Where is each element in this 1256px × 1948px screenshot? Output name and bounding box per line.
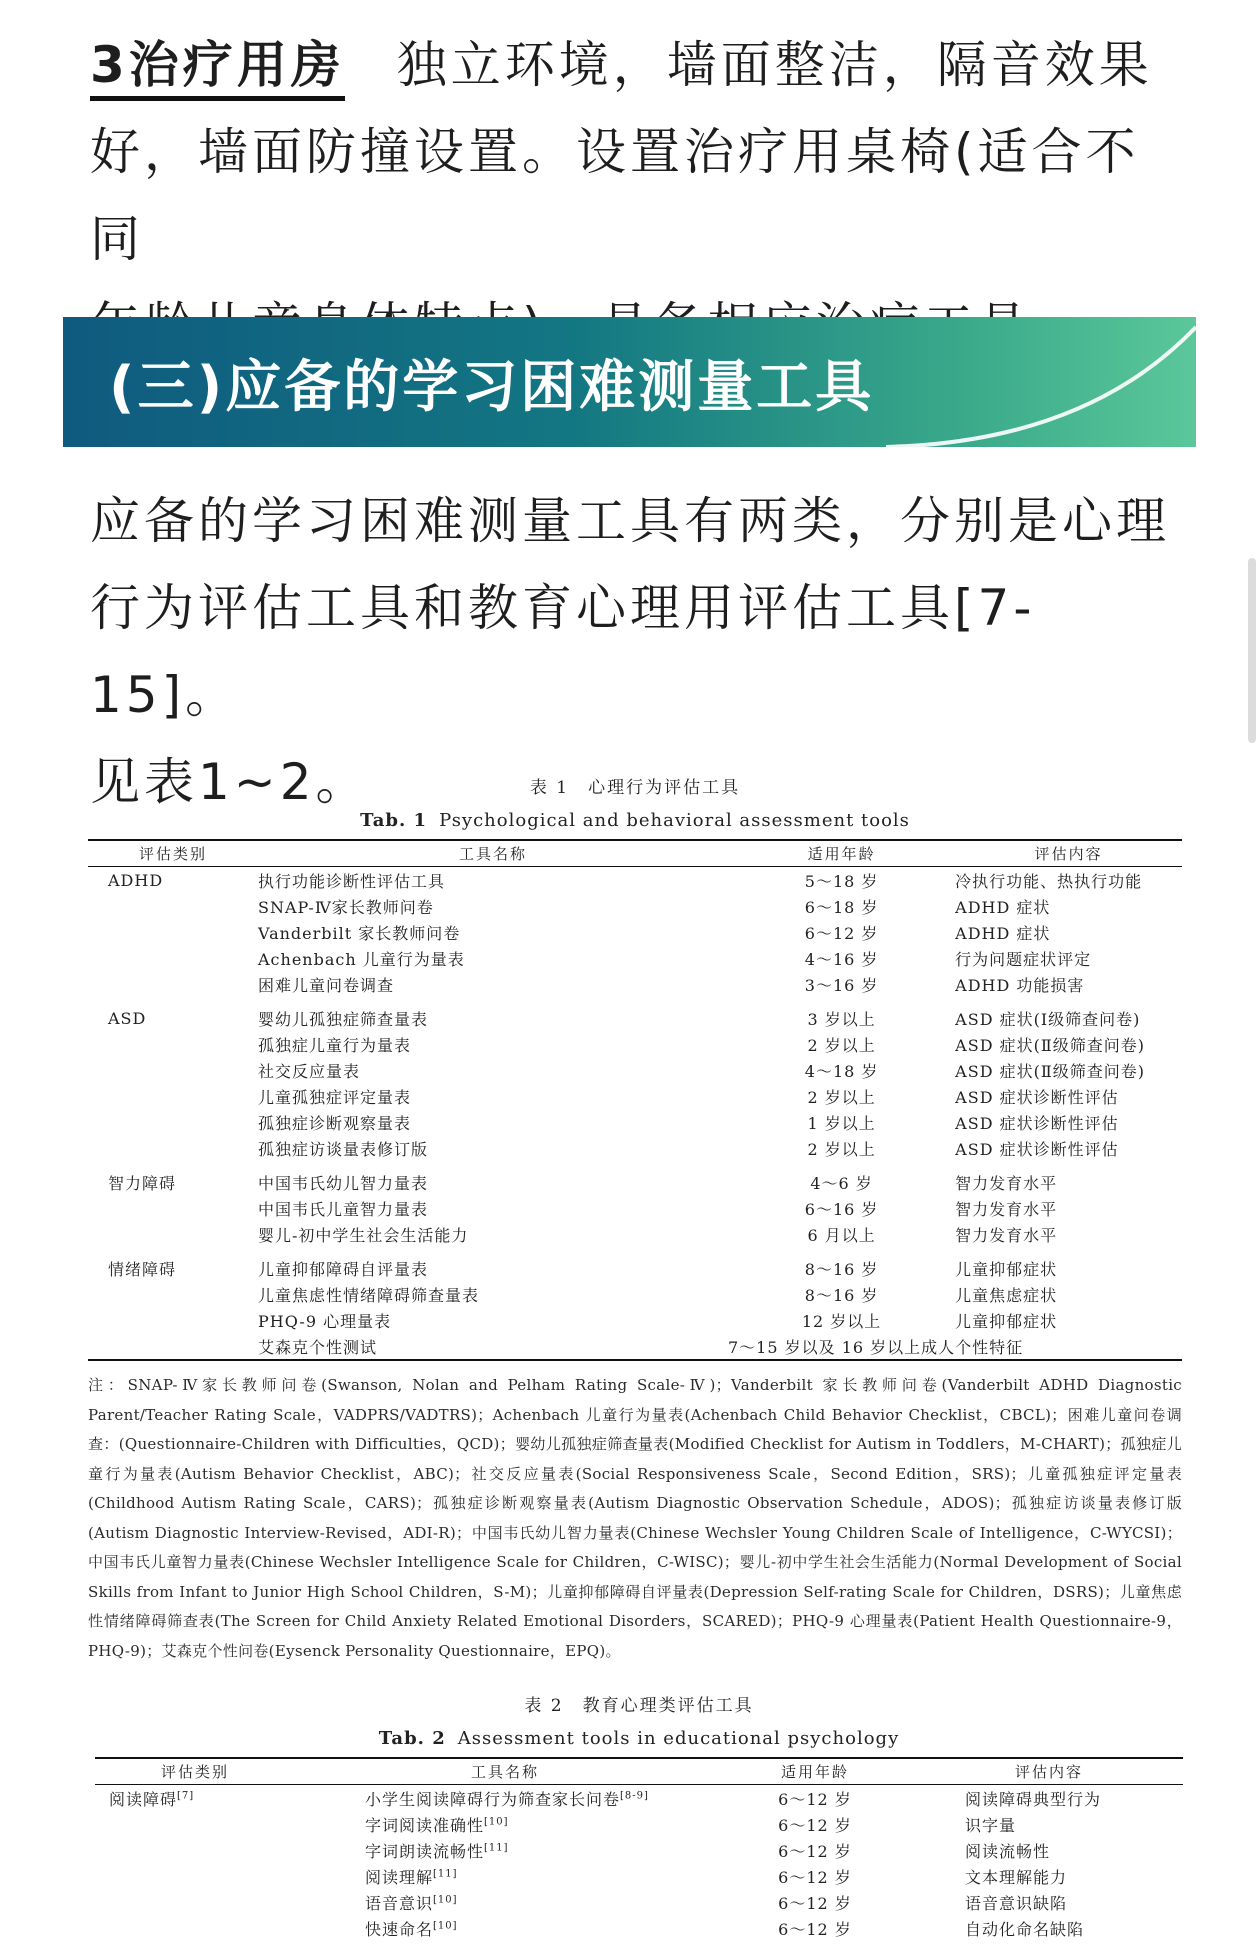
- table-row: [88, 1135, 1182, 1161]
- table1-cell-content: ASD 症状(Ⅱ级筛查问卷): [955, 1061, 1145, 1081]
- table2-cell-content: [915, 1915, 1183, 1941]
- table1-cell-content: ASD 症状(Ⅱ级筛查问卷): [955, 1035, 1145, 1055]
- table2-cell-content: [915, 1889, 1183, 1915]
- table1-cell-age: 8～16 岁: [804, 1259, 879, 1279]
- table1-cell-content: ASD 症状诊断性评估: [955, 1139, 1119, 1159]
- table1-cell-tool: 儿童抑郁障碍自评量表: [258, 1259, 429, 1279]
- table1-cell-tool: 孤独症访谈量表修订版: [258, 1139, 429, 1159]
- table2-cell-category-text: 阅读障碍: [109, 1789, 178, 1809]
- table1-cell-content: ADHD 症状: [955, 923, 1051, 943]
- banner-title: (三)应备的学习困难测量工具: [109, 355, 875, 420]
- table1-cell-tool: 儿童孤独症评定量表: [258, 1087, 412, 1107]
- table2-cell-tool-text: 字词阅读准确性: [365, 1815, 485, 1835]
- table1-cell-category: [88, 1031, 258, 1057]
- table1-cell-category: [88, 1195, 258, 1221]
- table1-cell-age: 7～15 岁以及 16 岁以上成人: [728, 1333, 955, 1360]
- table1-cell-category: ADHD: [108, 870, 164, 890]
- table1-cell-age: 8～16 岁: [804, 1285, 879, 1305]
- table-row: [88, 1221, 1182, 1247]
- table2-cell-tool-ref: [10]: [433, 1920, 458, 1932]
- table1-cell-age: 4～18 岁: [804, 1061, 879, 1081]
- table2-cell-content-text: 识字量: [965, 1815, 1017, 1835]
- table1-cell-age: 4～16 岁: [804, 949, 879, 969]
- table1-cell-content: 儿童抑郁症状: [955, 1259, 1058, 1279]
- table2-cell-age-text: 6～12 岁: [778, 1893, 852, 1913]
- table-row: [88, 1307, 1182, 1333]
- table2-cell-tool-ref: [10]: [484, 1816, 509, 1828]
- section-banner: [63, 317, 1196, 447]
- table1-cell-category: [88, 1083, 258, 1109]
- table1-header-category: 评估类别: [88, 840, 258, 867]
- table2-cell-tool-ref: [10]: [433, 1894, 458, 1906]
- table-row: [88, 1161, 1182, 1195]
- table1-cell-tool: 社交反应量表: [258, 1061, 361, 1081]
- table1-cell-content: 行为问题症状评定: [955, 949, 1092, 969]
- table2-cell-age-text: 6～12 岁: [778, 1789, 852, 1809]
- section-3-text-line1: 独立环境，墙面整洁，隔音效果: [396, 36, 1153, 94]
- table1-cell-category: [88, 1057, 258, 1083]
- table2-cell-content-text: 语音意识缺陷: [965, 1893, 1068, 1913]
- table1-cell-content: 冷执行功能、热执行功能: [955, 871, 1143, 891]
- table-row: [88, 1083, 1182, 1109]
- table2-cell-tool-text: 字词朗读流畅性: [365, 1841, 485, 1861]
- table2-body: [95, 1785, 1183, 1942]
- table1-cell-content: 智力发育水平: [955, 1173, 1058, 1193]
- table2-cell-tool-text: 小学生阅读障碍行为筛查家长问卷: [365, 1789, 621, 1809]
- table-row: [95, 1915, 1183, 1941]
- table1-cell-category: [88, 1109, 258, 1135]
- table2-cell-category: [95, 1837, 295, 1863]
- table1-cell-category: [88, 1135, 258, 1161]
- table-row: [88, 1333, 1182, 1360]
- table1-cell-age: 2 岁以上: [807, 1139, 876, 1159]
- table2-cell-tool: [295, 1785, 715, 1812]
- table2-cell-tool: [295, 1863, 715, 1889]
- table-row: [95, 1785, 1183, 1812]
- section-3-text-line2: 好，墙面防撞设置。设置治疗用桌椅(适合不同: [90, 123, 1140, 268]
- table1-cell-content: ASD 症状诊断性评估: [955, 1087, 1119, 1107]
- table2-cell-tool-ref: [11]: [433, 1868, 458, 1880]
- banner-arc-decoration: [866, 317, 1196, 447]
- table2-cell-category: [95, 1889, 295, 1915]
- table2-cell-age: [715, 1837, 915, 1863]
- table1-cell-content: 儿童抑郁症状: [955, 1311, 1058, 1331]
- table2-block: [95, 1691, 1183, 1941]
- table2-caption-en: [95, 1728, 1183, 1749]
- table1-cell-tool: 执行功能诊断性评估工具: [258, 871, 446, 891]
- table2-cell-category: [95, 1785, 295, 1812]
- table1-cell-category: [88, 945, 258, 971]
- table1-body: [88, 867, 1182, 1361]
- table-row: [88, 919, 1182, 945]
- table1-cell-age: 6～16 岁: [804, 1199, 879, 1219]
- table1-cell-content: ADHD 症状: [955, 897, 1051, 917]
- table-row: [95, 1889, 1183, 1915]
- table2-cell-age-text: 6～12 岁: [778, 1841, 852, 1861]
- table1: [88, 839, 1182, 1361]
- table-row: [88, 867, 1182, 894]
- table1-cell-tool: Achenbach 儿童行为量表: [258, 949, 465, 969]
- table1-block: [88, 773, 1182, 1666]
- table2-cell-content: [915, 1837, 1183, 1863]
- table2-cell-age: [715, 1863, 915, 1889]
- table1-cell-category: [88, 919, 258, 945]
- table1-cell-content: ASD 症状诊断性评估: [955, 1113, 1119, 1133]
- table1-cell-age: 2 岁以上: [807, 1087, 876, 1107]
- table1-cell-tool: 孤独症诊断观察量表: [258, 1113, 412, 1133]
- table1-cell-age: 2 岁以上: [807, 1035, 876, 1055]
- table1-cell-category: 智力障碍: [108, 1173, 177, 1193]
- table1-cell-content: 儿童焦虑症状: [955, 1285, 1058, 1305]
- table2-cell-age: [715, 1889, 915, 1915]
- table2-cell-category: [95, 1915, 295, 1941]
- scrollbar[interactable]: [1248, 558, 1256, 743]
- table1-cell-tool: 困难儿童问卷调查: [258, 975, 395, 995]
- table1-cell-category: [88, 893, 258, 919]
- table-row: [95, 1837, 1183, 1863]
- table2-cell-content-text: 阅读障碍典型行为: [965, 1789, 1102, 1809]
- table2-header-row: [95, 1758, 1183, 1785]
- table1-cell-tool: SNAP-Ⅳ家长教师问卷: [258, 897, 434, 917]
- table1-cell-content: 智力发育水平: [955, 1199, 1058, 1219]
- table1-cell-age: 1 岁以上: [807, 1113, 876, 1133]
- table1-cell-age: 4～6 岁: [810, 1173, 873, 1193]
- table2-cell-tool-ref: [8-9]: [620, 1790, 649, 1802]
- table1-cell-tool: 艾森克个性测试: [258, 1333, 728, 1360]
- table2-cell-content-text: 自动化命名缺陷: [965, 1919, 1085, 1939]
- table2-cell-tool-ref: [11]: [484, 1842, 509, 1854]
- table2-header-category: 评估类别: [95, 1758, 295, 1785]
- table2-cell-category-ref: [7]: [177, 1790, 195, 1802]
- table2-cell-age: [715, 1811, 915, 1837]
- table2-cell-age-text: 6～12 岁: [778, 1919, 852, 1939]
- table-row: [88, 1109, 1182, 1135]
- table1-caption-en-label: Tab. 1: [360, 810, 428, 831]
- table1-caption-en-text: Psychological and behavioral assessment tools: [439, 810, 910, 831]
- intro-line1: 应备的学习困难测量工具有两类，分别是心理: [90, 492, 1170, 550]
- table1-cell-tool: 孤独症儿童行为量表: [258, 1035, 412, 1055]
- section-3-heading: 3治疗用房: [90, 36, 345, 101]
- table-row: [88, 1195, 1182, 1221]
- table2-cell-age-text: 6～12 岁: [778, 1815, 852, 1835]
- table-row: [88, 971, 1182, 997]
- table1-cell-age: 6～18 岁: [804, 897, 879, 917]
- table2-cell-age-text: 6～12 岁: [778, 1867, 852, 1887]
- table2-cell-age: [715, 1785, 915, 1812]
- table1-cell-content: ADHD 功能损害: [955, 975, 1085, 995]
- table2-cell-category: [95, 1863, 295, 1889]
- table2-cell-tool-text: 语音意识: [365, 1893, 434, 1913]
- table1-cell-category: 情绪障碍: [108, 1259, 177, 1279]
- table1-header-tool: 工具名称: [258, 840, 728, 867]
- table2-cell-tool-text: 阅读理解: [365, 1867, 434, 1887]
- table1-note: 注：SNAP-Ⅳ家长教师问卷(Swanson, Nolan and Pelham Rating Scale-Ⅳ)；Vanderbilt 家长教师问卷(Vanderbilt ADHD Diagnostic Parent/Teacher Rating Scale，VADPRS/VADTRS)；Achenbach 儿童行为量表(Achenbach Child Behavior Checklist，CBCL)；困难儿童问卷调查：(Questionnaire-Children with Difficulties，QCD)；婴幼儿孤独症筛查量表(Modified Checklist for Autism in Toddlers，M-CHART)；孤独症儿童行为量表(Autism Behavior Checklist，ABC)；社交反应量表(Social Responsiveness Scale，Second Edition，SRS)；儿童孤独症评定量表(Childhood Autism Rating Scale，CARS)；孤独症诊断观察量表(Autism Diagnostic Observation Schedule，ADOS)；孤独症访谈量表修订版(Autism Diagnostic Interview-Revised，ADI-R)；中国韦氏幼儿智力量表(Chinese Wechsler Young Children Scale of Intelligence，C-WYCSI)；中国韦氏儿童智力量表(Chinese Wechsler Intelligence Scale for Children，C-WISC)；婴儿-初中学生社会生活能力(Normal Development of Social Skills from Infant to Junior High School Children，S-M)；儿童抑郁障碍自评量表(Depression Self-rating Scale for Children，DSRS)；儿童焦虑性情绪障碍筛查表(The Screen for Child Anxiety Related Emotional Disorders，SCARED)；PHQ-9 心理量表(Patient Health Questionnaire-9，PHQ-9)；艾森克个性问卷(Eysenck Personality Questionnaire，EPQ)。: [88, 1376, 1182, 1660]
- table2-cell-tool: [295, 1837, 715, 1863]
- table1-cell-tool: 中国韦氏幼儿智力量表: [258, 1173, 429, 1193]
- table1-cell-tool: 婴儿-初中学生社会生活能力: [258, 1225, 469, 1245]
- table1-cell-category: [88, 1281, 258, 1307]
- table2-cell-tool: [295, 1915, 715, 1941]
- table1-cell-category: [88, 1333, 258, 1360]
- table-row: [88, 997, 1182, 1031]
- intro-line2: 行为评估工具和教育心理用评估工具[7-15]。: [90, 579, 1036, 724]
- table2-cell-tool: [295, 1889, 715, 1915]
- table1-cell-tool: 婴幼儿孤独症筛查量表: [258, 1009, 429, 1029]
- table1-cell-age: 5～18 岁: [804, 871, 879, 891]
- table1-cell-tool: 儿童焦虑性情绪障碍筛查量表: [258, 1285, 480, 1305]
- table1-cell-tool: 中国韦氏儿童智力量表: [258, 1199, 429, 1219]
- table1-cell-age: 6 月以上: [807, 1225, 876, 1245]
- table1-cell-category: [88, 971, 258, 997]
- table1-cell-tool: Vanderbilt 家长教师问卷: [258, 923, 461, 943]
- table2-caption-cn: 表 2 教育心理类评估工具: [524, 1696, 754, 1716]
- table-row: [88, 1281, 1182, 1307]
- table-row: [95, 1811, 1183, 1837]
- intro-line3: 见表1~2。: [90, 753, 370, 811]
- table2-cell-content: [915, 1811, 1183, 1837]
- table1-cell-category: [88, 1221, 258, 1247]
- table-row: [88, 945, 1182, 971]
- table1-header-age: 适用年龄: [728, 840, 955, 867]
- table2-cell-content: [915, 1863, 1183, 1889]
- table1-cell-content: 个性特征: [955, 1333, 1182, 1360]
- table2: [95, 1757, 1183, 1941]
- table-row: [88, 1057, 1182, 1083]
- table1-cell-category: ASD: [108, 1008, 147, 1028]
- table1-cell-age: 3～16 岁: [804, 975, 879, 995]
- table2-header-age: 适用年龄: [715, 1758, 915, 1785]
- table1-header-row: [88, 840, 1182, 867]
- table2-cell-age: [715, 1915, 915, 1941]
- table2-cell-tool-text: 快速命名: [365, 1919, 434, 1939]
- table-row: [88, 1247, 1182, 1281]
- table1-cell-age: 3 岁以上: [807, 1009, 876, 1029]
- table2-cell-tool: [295, 1811, 715, 1837]
- table1-caption-cn: 表 1 心理行为评估工具: [529, 778, 741, 798]
- table1-cell-age: 12 岁以上: [801, 1311, 882, 1331]
- table1-cell-content: 智力发育水平: [955, 1225, 1058, 1245]
- table1-header-content: 评估内容: [955, 840, 1182, 867]
- table1-cell-age: 6～12 岁: [804, 923, 879, 943]
- table-row: [88, 893, 1182, 919]
- table2-cell-category: [95, 1811, 295, 1837]
- table1-cell-content: ASD 症状(Ⅰ级筛查问卷): [955, 1009, 1141, 1029]
- table2-cell-content-text: 文本理解能力: [965, 1867, 1068, 1887]
- table-row: [88, 1031, 1182, 1057]
- table2-header-tool: 工具名称: [295, 1758, 715, 1785]
- table1-caption-en: [88, 810, 1182, 831]
- table1-cell-category: [88, 1307, 258, 1333]
- table2-header-content: 评估内容: [915, 1758, 1183, 1785]
- table2-cell-content-text: 阅读流畅性: [965, 1841, 1051, 1861]
- table1-cell-tool: PHQ-9 心理量表: [258, 1311, 392, 1331]
- table2-caption-en-label: Tab. 2: [378, 1728, 446, 1749]
- table-row: [95, 1863, 1183, 1889]
- table2-caption-en-text: Assessment tools in educational psychology: [457, 1728, 900, 1749]
- table2-cell-content: [915, 1785, 1183, 1812]
